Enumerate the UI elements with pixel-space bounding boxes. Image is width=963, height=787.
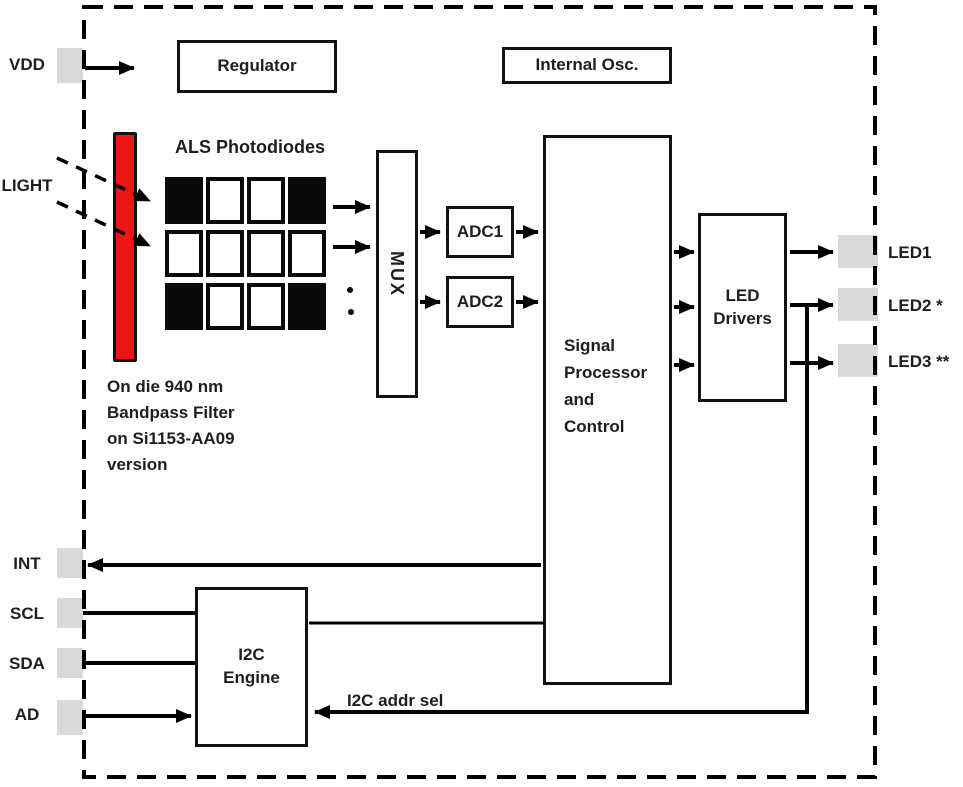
int-pin-label: INT — [13, 554, 41, 573]
led1-pad — [838, 235, 878, 268]
int-pad — [57, 548, 83, 578]
photodiode-cell-white — [247, 177, 285, 224]
led1-label: LED1 — [888, 243, 932, 262]
led-drivers-block — [698, 213, 787, 402]
adc1-block — [446, 206, 514, 258]
light-pin-label: LIGHT — [1, 176, 53, 195]
mux-label: MUX — [387, 251, 408, 297]
adc1-label: ADC1 — [456, 221, 504, 241]
bandpass-filter-bar — [113, 132, 137, 362]
photodiode-cell-black — [165, 283, 203, 330]
i2c-addr-sel-label: I2C addr sel — [347, 691, 444, 710]
mux-block — [376, 150, 418, 398]
photodiode-cell-black — [165, 177, 203, 224]
internal-osc-block — [502, 47, 672, 84]
sda-pad — [57, 648, 83, 678]
photodiode-cell-white — [206, 230, 244, 277]
signal-processor-block — [543, 135, 672, 685]
regulator-label: Regulator — [217, 56, 297, 76]
led3-pad — [838, 344, 878, 377]
led2-pad — [838, 288, 878, 321]
sda-pin-label: SDA — [9, 654, 45, 673]
als-photodiodes-label: ALS Photodiodes — [175, 137, 325, 157]
adc2-label: ADC2 — [456, 291, 504, 311]
photodiode-cell-white — [288, 230, 326, 277]
bandpass-note: On die 940 nm Bandpass Filter on Si1153-AA09 version — [107, 377, 235, 474]
i2c-engine-label: I2C Engine — [223, 645, 280, 687]
vdd-pad — [57, 48, 83, 83]
led-drivers-label: LED Drivers — [713, 285, 772, 328]
photodiode-grid — [165, 177, 326, 330]
adc2-block — [446, 276, 514, 328]
ad-pin-label: AD — [14, 705, 40, 724]
led3-label: LED3 ** — [888, 352, 950, 371]
photodiode-cell-white — [206, 177, 244, 224]
photodiode-cell-black — [288, 177, 326, 224]
vdd-pin-label: VDD — [9, 55, 45, 74]
i2c-engine-block — [195, 587, 308, 747]
internal-osc-label: Internal Osc. — [535, 55, 639, 75]
ad-pad — [57, 700, 83, 735]
ellipsis-dot — [348, 309, 354, 315]
photodiode-cell-white — [165, 230, 203, 277]
scl-pin-label: SCL — [10, 604, 44, 623]
led2-label: LED2 * — [888, 296, 943, 315]
photodiode-cell-black — [288, 283, 326, 330]
regulator-block — [177, 40, 337, 93]
photodiode-cell-white — [206, 283, 244, 330]
signal-processor-label: Signal Processor and Control — [564, 336, 648, 436]
photodiode-cell-white — [247, 230, 285, 277]
photodiode-cell-white — [247, 283, 285, 330]
ellipsis-dot — [347, 287, 353, 293]
scl-pad — [57, 598, 83, 628]
